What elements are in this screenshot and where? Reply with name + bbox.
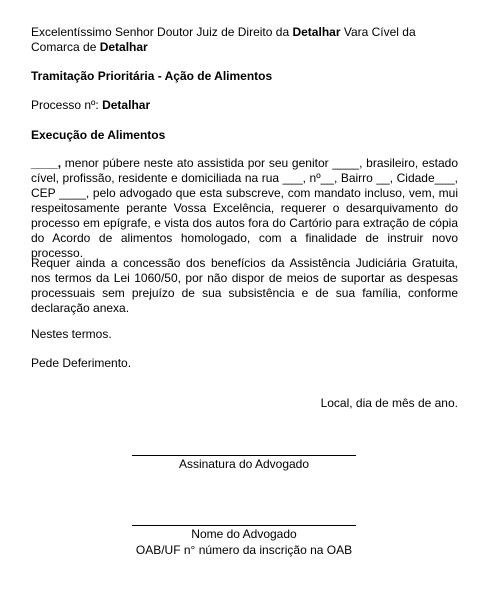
oab-line <box>100 543 388 558</box>
lawyer-name-label: Nome do Advogado <box>191 527 297 541</box>
petition-paragraph-1-text: menor púbere neste ato assistida por seu genitor ____, brasileiro, estado cível, profissão, residente e domiciliada na rua ___, nº__, Bairro __, Cidade___, CEP ____, pelo advogado que esta subscreve, com mandato incluso, vem, mui respeitosamente perante Vossa Excelência, requerer o desarquivamento do processo em epígrafe, e vista dos autos fora do Cartório para extração de cópia do Acordo de alimentos homologado, com a finalidade de instruir novo processo. <box>31 156 458 260</box>
addressee-pre: Excelentíssimo Senhor Doutor Juiz de Direito da <box>31 25 293 39</box>
petition-paragraph-2: Requer ainda a concessão dos benefícios da Assistência Judiciária Gratuita, nos termos da Lei 1060/50, por não dispor de meios de suportar as despesas processuais sem prejuízo de sua subsistência e de sua família, conforme declaração anexa. <box>31 256 458 315</box>
lawyer-signature-block <box>132 455 356 472</box>
request-line: Pede Deferimento. <box>31 356 132 370</box>
court-placeholder: Detalhar <box>292 25 341 39</box>
oab-label: OAB/UF n° número da inscrição na OAB <box>135 543 353 557</box>
signature-line <box>132 455 356 456</box>
minor-name-blank: ____, <box>31 156 62 170</box>
lawyer-signature-label: Assinatura do Advogado <box>178 457 310 471</box>
place-date: Local, dia de mês de ano. <box>320 396 458 410</box>
process-number-line <box>31 98 458 113</box>
process-number: Detalhar <box>102 98 151 112</box>
process-label: Processo nº: <box>31 98 103 112</box>
county-placeholder: Detalhar <box>99 40 148 54</box>
closing-line: Nestes termos. <box>31 327 112 341</box>
addressee-mid: Vara Cível da Comarca de <box>31 25 416 54</box>
section-title: Execução de Alimentos <box>31 128 166 142</box>
addressee-line <box>31 25 458 55</box>
petition-paragraph-1 <box>31 156 458 261</box>
lawyer-name-block <box>132 525 356 542</box>
procedure-title: Tramitação Prioritária - Ação de Alimentos <box>31 69 273 83</box>
name-line <box>132 525 356 526</box>
